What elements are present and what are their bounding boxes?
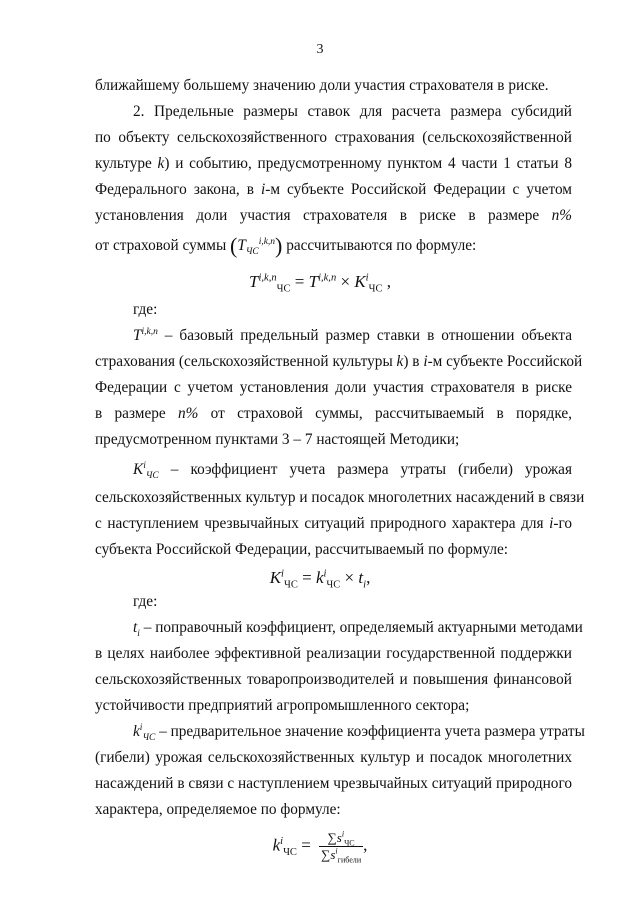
- text-line: в целях наиболее эффективной реализации государственной поддержки: [95, 645, 572, 662]
- text-line: сельскохозяйственных товаропроизводителей и повышения финансовой: [95, 671, 572, 688]
- text-line: ближайшему большему значению доли участия страхователя в риске.: [95, 77, 549, 94]
- text-line: предусмотренном пунктами 3 – 7 настоящей Методики;: [95, 431, 460, 448]
- formula-k-chs-fraction: $k^i_{ЧС}$ = $\frac{\sum s^i_{ЧС}}{\sum s^i_{гибели}}$ ,: [272, 829, 368, 865]
- page-number: 3: [316, 42, 324, 57]
- text-line: 2. Предельные размеры ставок для расчета размера субсидий: [133, 103, 572, 120]
- formula-t-chs: $T^{i,k,n}_{ЧС} = T^{i,k,n} \times K^i_{ЧС}$ ,: [249, 272, 391, 295]
- text-line: сельскохозяйственных культур и посадок многолетних насаждений в связи: [95, 489, 585, 506]
- text-line: от страховой суммы $(T_{ЧС}^{i,k,n})$ рассчитываются по формуле:: [95, 233, 477, 258]
- text-line: (гибели) урожая сельскохозяйственных культур и посадок многолетних: [95, 749, 572, 766]
- text-line: Федерального закона, в i-м субъекте Российской Федерации с учетом: [95, 181, 572, 198]
- text-line: страхования (сельскохозяйственной культуры k) в i-м субъекте Российской: [95, 353, 583, 370]
- text-line: с наступлением чрезвычайных ситуаций природного характера для i-го: [95, 515, 572, 532]
- formula-k-chs: $K^i_{ЧС} = k^i_{ЧС} \times t_i$,: [269, 568, 371, 591]
- text-line: $K^i_{ЧС}$ – коэффициент учета размера утраты (гибели) урожая: [133, 460, 572, 482]
- text-line: насаждений в связи с наступлением чрезвычайных ситуаций природного: [95, 775, 572, 792]
- text-line: где:: [133, 593, 158, 610]
- text-line: T$^{i,k,n}$ – базовый предельный размер ставки в отношении объекта: [133, 326, 572, 344]
- text-line: субъекта Российской Федерации, рассчитываемый по формуле:: [95, 541, 509, 558]
- text-line: культуре k) и событию, предусмотренному пунктом 4 части 1 статьи 8: [95, 155, 572, 172]
- text-line: $t_i$ – поправочный коэффициент, определяемый актуарными методами: [133, 619, 583, 640]
- text-line: установления доли участия страхователя в риске в размере n%: [95, 207, 572, 224]
- text-line: Федерации с учетом установления доли участия страхователя в риске: [95, 379, 572, 396]
- text-line: устойчивости предприятий агропромышленного сектора;: [95, 697, 470, 714]
- text-line: где:: [133, 301, 158, 318]
- text-line: по объекту сельскохозяйственного страхования (сельскохозяйственной: [95, 129, 572, 146]
- text-line: характера, определяемое по формуле:: [95, 801, 341, 818]
- text-line: $k^i_{ЧС}$ – предварительное значение коэффициента учета размера утраты: [133, 722, 585, 744]
- text-line: в размере n% от страховой суммы, рассчитываемый в порядке,: [95, 405, 573, 422]
